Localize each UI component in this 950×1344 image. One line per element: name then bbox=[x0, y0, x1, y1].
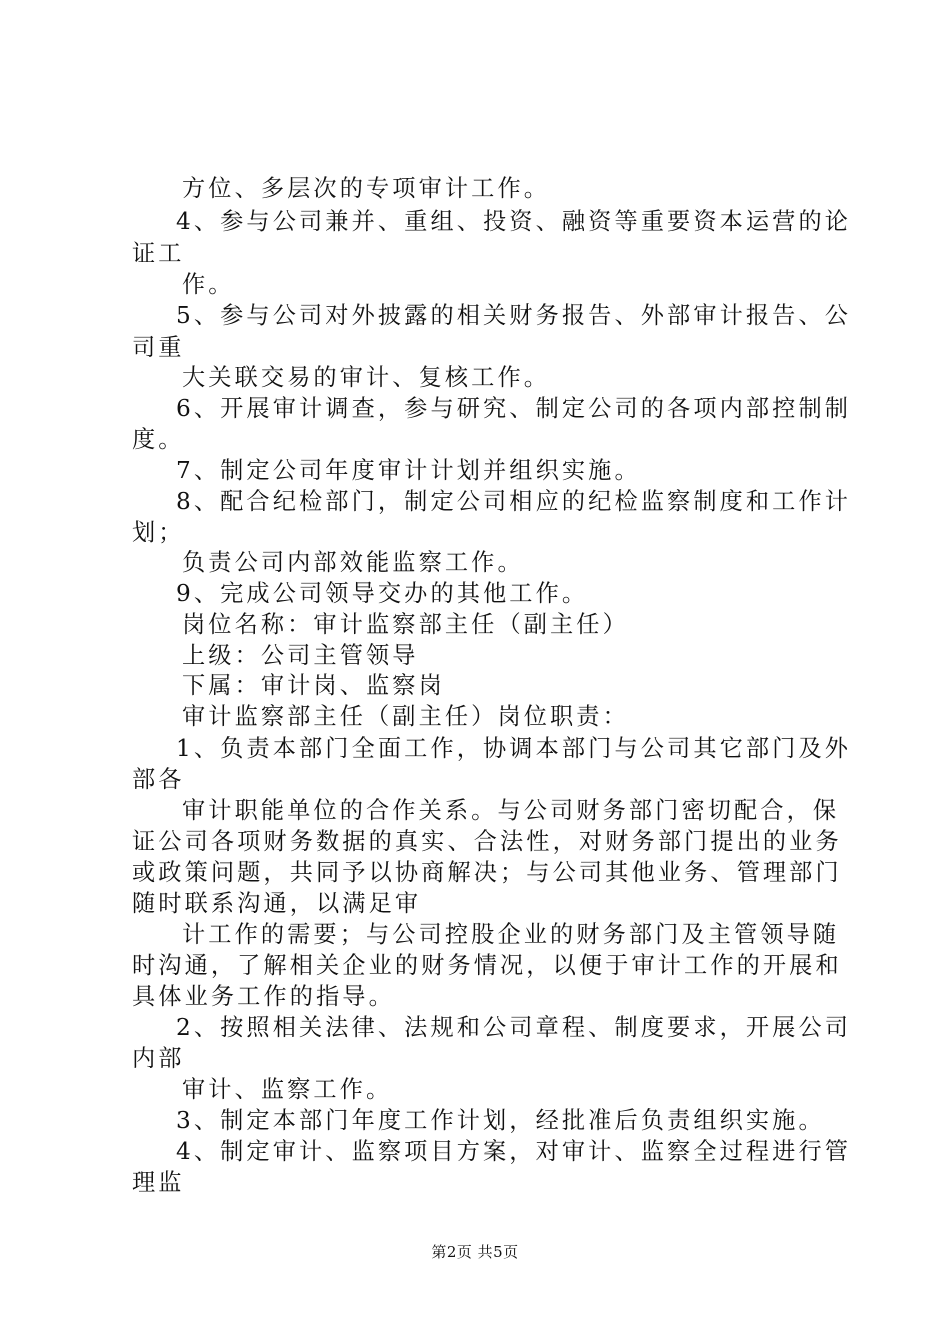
text-line-11: 8、配合纪检部门，制定公司相应的纪检监察制度和工作计 bbox=[176, 488, 852, 515]
text-line-24: 随时联系沟通，以满足审 bbox=[132, 890, 422, 917]
text-line-29: 内部 bbox=[132, 1045, 185, 1072]
text-line-9: 度。 bbox=[132, 426, 185, 453]
text-line-10: 7、制定公司年度审计计划并组织实施。 bbox=[176, 457, 641, 484]
text-line-2: 4、参与公司兼并、重组、投资、融资等重要资本运营的论 bbox=[176, 208, 852, 235]
text-line-23: 或政策问题，共同予以协商解决；与公司其他业务、管理部门 bbox=[132, 859, 842, 886]
text-line-18: 审计监察部主任（副主任）岗位职责： bbox=[182, 703, 629, 730]
text-line-14: 9、完成公司领导交办的其他工作。 bbox=[176, 580, 589, 607]
page-number-footer: 第2页 共5页 bbox=[431, 1243, 519, 1261]
text-line-1: 方位、多层次的专项审计工作。 bbox=[182, 175, 551, 202]
text-line-4: 作。 bbox=[182, 271, 235, 298]
text-line-30: 审计、监察工作。 bbox=[182, 1076, 393, 1103]
text-line-17: 下属：审计岗、监察岗 bbox=[182, 672, 445, 699]
text-line-16: 上级：公司主管领导 bbox=[182, 642, 419, 669]
text-line-20: 部各 bbox=[132, 766, 185, 793]
text-line-6: 司重 bbox=[132, 334, 185, 361]
text-line-31: 3、制定本部门年度工作计划，经批准后负责组织实施。 bbox=[176, 1107, 825, 1134]
text-line-8: 6、开展审计调查，参与研究、制定公司的各项内部控制制 bbox=[176, 395, 852, 422]
text-line-33: 理监 bbox=[132, 1169, 185, 1196]
text-line-19: 1、负责本部门全面工作，协调本部门与公司其它部门及外 bbox=[176, 735, 852, 762]
text-line-15: 岗位名称：审计监察部主任（副主任） bbox=[182, 611, 629, 638]
text-line-25: 计工作的需要；与公司控股企业的财务部门及主管领导随 bbox=[182, 921, 840, 948]
text-line-22: 证公司各项财务数据的真实、合法性，对财务部门提出的业务 bbox=[132, 828, 842, 855]
text-line-28: 2、按照相关法律、法规和公司章程、制度要求，开展公司 bbox=[176, 1014, 852, 1041]
text-line-32: 4、制定审计、监察项目方案，对审计、监察全过程进行管 bbox=[176, 1138, 852, 1165]
text-line-26: 时沟通，了解相关企业的财务情况，以便于审计工作的开展和 bbox=[132, 952, 842, 979]
text-line-13: 负责公司内部效能监察工作。 bbox=[182, 549, 524, 576]
text-line-7: 大关联交易的审计、复核工作。 bbox=[182, 364, 551, 391]
text-line-27: 具体业务工作的指导。 bbox=[132, 983, 395, 1010]
text-line-12: 划； bbox=[132, 519, 185, 546]
text-line-5: 5、参与公司对外披露的相关财务报告、外部审计报告、公 bbox=[176, 302, 852, 329]
text-line-21: 审计职能单位的合作关系。与公司财务部门密切配合，保 bbox=[182, 797, 840, 824]
text-line-3: 证工 bbox=[132, 240, 185, 267]
